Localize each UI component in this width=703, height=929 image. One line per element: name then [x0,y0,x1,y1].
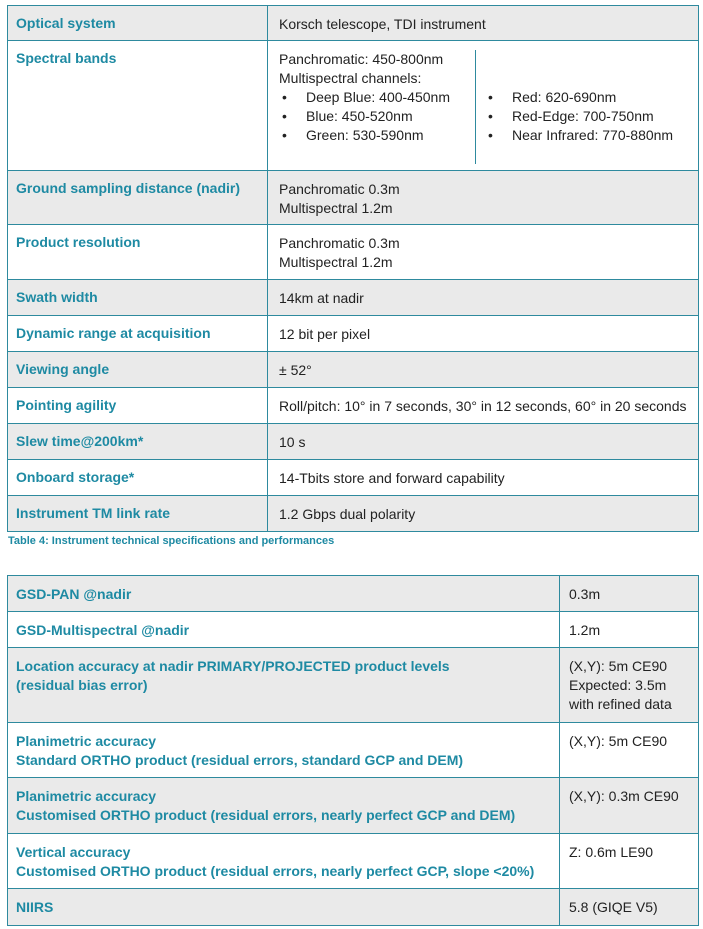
row-niirs [8,889,699,926]
res-pan: Panchromatic 0.3m [279,235,400,251]
bullet-icon: • [488,89,493,105]
band-item: • Green: 530-590nm [279,126,475,145]
res-ms: Multispectral 1.2m [279,254,393,270]
value-line: with refined data [569,696,672,712]
row-label: Optical system [8,6,268,41]
row-label: Swath width [8,280,268,316]
row-label: NIIRS [8,889,560,926]
row-tm-link [8,496,699,532]
instrument-spec-table [7,5,699,532]
bullet-icon: • [488,108,493,124]
band-item: • Red-Edge: 700-750nm [485,107,673,126]
row-value: (X,Y): 5m CE90 [569,733,668,749]
gsd-ms: Multispectral 1.2m [279,200,393,216]
row-label: Onboard storage* [8,460,268,496]
label-line: Customised ORTHO product (residual errors, nearly perfect GCP and DEM) [16,807,516,823]
row-label [8,834,560,889]
row-value: ± 52° [279,362,312,378]
row-label: Dynamic range at acquisition [8,316,268,352]
pan-band: Panchromatic: 450-800nm [279,51,444,67]
value-line: Expected: 3.5m [569,677,667,693]
row-viewing-angle [8,352,699,388]
label-line: Planimetric accuracy [16,788,157,804]
label-line: (residual bias error) [16,677,148,693]
row-value [268,41,699,171]
row-label: Viewing angle [8,352,268,388]
gsd-pan: Panchromatic 0.3m [279,181,400,197]
band-item: • Red: 620-690nm [485,88,673,107]
row-value: 0.3m [569,586,601,602]
band-item: • Near Infrared: 770-880nm [485,126,673,145]
row-value: Korsch telescope, TDI instrument [279,16,486,32]
row-dynamic-range [8,316,699,352]
bands-columns [279,50,698,164]
accuracy-table [7,575,699,926]
row-value: 10 s [279,434,306,450]
row-gsd-ms [8,612,699,648]
row-label: Instrument TM link rate [8,496,268,532]
row-gsd-pan [8,576,699,612]
label-line: Standard ORTHO product (residual errors, standard GCP and DEM) [16,752,464,768]
row-slew-time [8,424,699,460]
row-spectral-bands [8,41,699,171]
row-value: 1.2 Gbps dual polarity [279,506,416,522]
row-label [8,778,560,834]
label-line: Location accuracy at nadir PRIMARY/PROJECTED product levels [16,658,450,674]
row-value: Z: 0.6m LE90 [569,844,654,860]
row-value [268,225,699,280]
row-value: 1.2m [569,622,601,638]
row-onboard-storage [8,460,699,496]
row-label: GSD-Multispectral @nadir [8,612,560,648]
row-label [8,648,560,723]
row-planimetric-customised [8,778,699,834]
row-value: 5.8 (GIQE V5) [569,899,658,915]
bullet-icon: • [488,127,493,143]
row-optical-system [8,6,699,41]
bands-left [279,50,476,164]
row-value: 14-Tbits store and forward capability [279,470,505,486]
label-line: Vertical accuracy [16,844,131,860]
row-value: 12 bit per pixel [279,326,371,342]
row-planimetric-standard [8,723,699,778]
row-gsd [8,171,699,225]
ms-heading: Multispectral channels: [279,70,422,86]
label-line: Customised ORTHO product (residual errors, nearly perfect GCP, slope <20%) [16,863,535,879]
row-value: 14km at nadir [279,290,364,306]
row-value [560,648,699,723]
row-swath [8,280,699,316]
row-label [8,723,560,778]
row-label: Slew time@200km* [8,424,268,460]
row-value: Roll/pitch: 10° in 7 seconds, 30° in 12 seconds, 60° in 20 seconds [279,398,687,414]
row-label: Product resolution [8,225,268,280]
row-label: Spectral bands [8,41,268,171]
row-value [268,171,699,225]
value-line: (X,Y): 5m CE90 [569,658,668,674]
bullet-icon: • [282,89,287,105]
row-label: Pointing agility [8,388,268,424]
row-label: Ground sampling distance (nadir) [8,171,268,225]
row-label: GSD-PAN @nadir [8,576,560,612]
band-item: • Blue: 450-520nm [279,107,475,126]
row-value: (X,Y): 0.3m CE90 [569,788,679,804]
row-vertical-accuracy [8,834,699,889]
bands-right [476,50,673,164]
row-location-accuracy [8,648,699,723]
row-pointing-agility [8,388,699,424]
band-item: • Deep Blue: 400-450nm [279,88,475,107]
row-product-resolution [8,225,699,280]
table-caption: Table 4: Instrument technical specifications and performances [8,535,335,547]
bullet-icon: • [282,127,287,143]
bullet-icon: • [282,108,287,124]
label-line: Planimetric accuracy [16,733,157,749]
